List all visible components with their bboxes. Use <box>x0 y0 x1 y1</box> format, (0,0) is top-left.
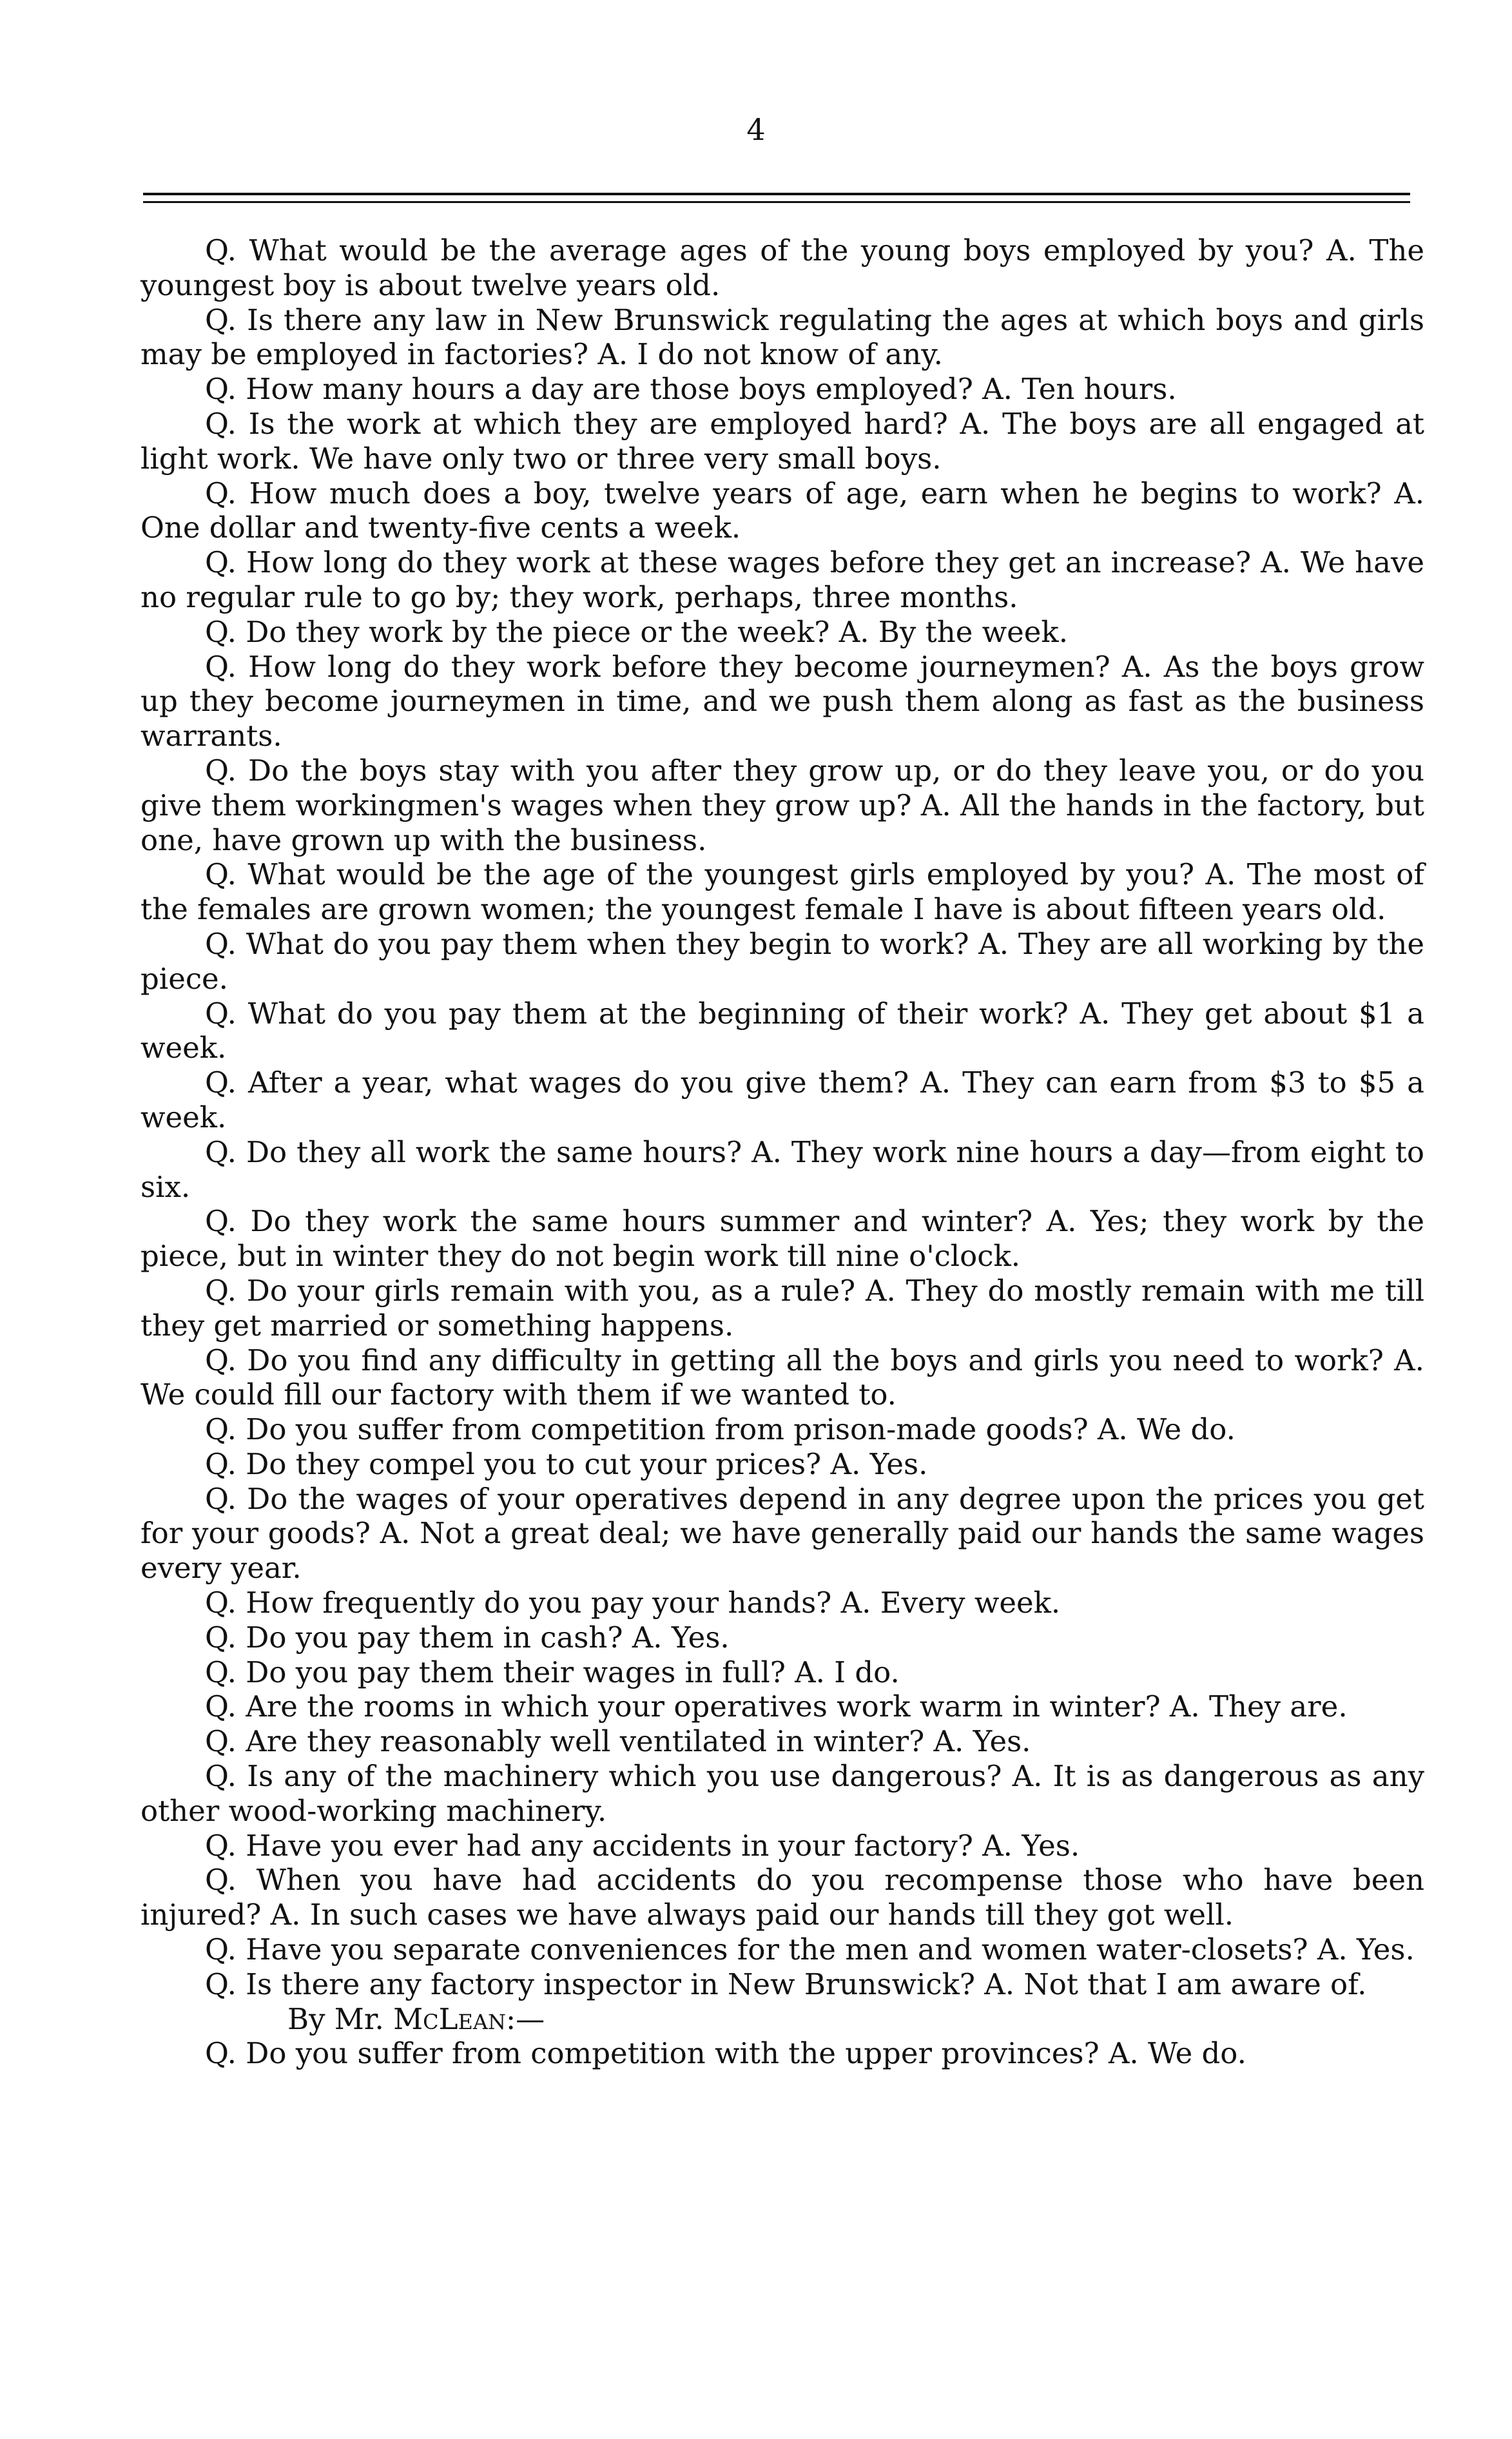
qa-paragraph: Q. Have you ever had any accidents in your factory? A. Yes. <box>205 1828 1080 1863</box>
qa-paragraph: Q. Do you suffer from competition from prison-made goods? A. We do. <box>205 1412 1236 1447</box>
qa-paragraph: Q. Do you find any difficulty in getting all the boys and girls you need to work? A. We could fill our factory with them if we wanted to. <box>141 1343 1424 1412</box>
qa-paragraph: Q. Is there any law in New Brunswick regulating the ages at which boys and girls may be employed in factories? A. I do not know of any. <box>141 302 1424 372</box>
header-rule-thin <box>143 201 1410 203</box>
qa-paragraph: Q. Is any of the machinery which you use dangerous? A. It is as dangerous as any other wood-working machinery. <box>141 1759 1424 1828</box>
qa-paragraph: Q. Do your girls remain with you, as a rule? A. They do mostly remain with me till they get married or something happens. <box>141 1273 1424 1343</box>
qa-paragraph: Q. Is the work at which they are employed hard? A. The boys are all engaged at light work. We have only two or three very small boys. <box>141 406 1424 476</box>
examiner-name: McLean <box>393 2001 506 2036</box>
qa-paragraph: Q. How many hours a day are those boys employed? A. Ten hours. <box>205 372 1177 407</box>
qa-paragraph: Q. Do the boys stay with you after they grow up, or do they leave you, or do you give them workingmen's wages when they grow up? A. All the hands in the factory, but one, have grown up with the business. <box>141 753 1424 857</box>
byline-prefix: By Mr. <box>287 2001 394 2036</box>
qa-paragraph: Q. Are the rooms in which your operatives work warm in winter? A. They are. <box>205 1689 1348 1724</box>
qa-paragraph: Q. After a year, what wages do you give them? A. They can earn from $3 to $5 a week. <box>141 1065 1424 1134</box>
page-number: 4 <box>746 112 766 147</box>
qa-paragraph: Q. Do you pay them their wages in full? A. I do. <box>205 1655 900 1689</box>
qa-paragraph: Q. How long do they work before they become journeymen? A. As the boys grow up they become journeymen in time, and we push them along as fast as the business warrants. <box>141 649 1424 753</box>
qa-paragraph: Q. How frequently do you pay your hands? A. Every week. <box>205 1586 1061 1620</box>
qa-paragraph: Q. Do they all work the same hours? A. They work nine hours a day—from eight to six. <box>141 1134 1424 1204</box>
byline-suffix: :— <box>505 2001 545 2036</box>
qa-paragraph: Q. Do the wages of your operatives depend in any degree upon the prices you get for your goods? A. Not a great deal; we have generally paid our hands the same wages every year. <box>141 1481 1424 1586</box>
qa-paragraph: Q. Is there any factory inspector in New Brunswick? A. Not that I am aware of. <box>205 1967 1367 2001</box>
qa-paragraph: Q. Are they reasonably well ventilated in winter? A. Yes. <box>205 1724 1031 1759</box>
qa-paragraph: Q. Have you separate conveniences for the men and women water-closets? A. Yes. <box>205 1932 1415 1967</box>
qa-paragraph: Q. Do you pay them in cash? A. Yes. <box>205 1620 730 1655</box>
qa-paragraph: Q. What would be the average ages of the young boys employed by you? A. The youngest boy is about twelve years old. <box>141 233 1424 302</box>
examiner-byline <box>141 2002 1424 2037</box>
qa-paragraph: Q. When you have had accidents do you recompense those who have been injured? A. In such cases we have always paid our hands till they got well. <box>141 1863 1424 1932</box>
testimony-text <box>141 233 1424 2071</box>
qa-paragraph: Q. What would be the age of the youngest girls employed by you? A. The most of the females are grown women; the youngest female I have is about fifteen years old. <box>141 857 1424 927</box>
qa-paragraph: Q. What do you pay them at the beginning of their work? A. They get about $1 a week. <box>141 996 1424 1065</box>
qa-paragraph: Q. Do they compel you to cut your prices? A. Yes. <box>205 1446 928 1481</box>
qa-paragraph-final: Q. Do you suffer from competition with the upper provinces? A. We do. <box>205 2036 1246 2071</box>
qa-paragraph: Q. What do you pay them when they begin to work? A. They are all working by the piece. <box>141 926 1424 996</box>
qa-paragraph: Q. How long do they work at these wages before they get an increase? A. We have no regular rule to go by; they work, perhaps, three months. <box>141 545 1424 614</box>
qa-paragraph: Q. Do they work the same hours summer and winter? A. Yes; they work by the piece, but in winter they do not begin work till nine o'clock. <box>141 1204 1424 1274</box>
qa-paragraph: Q. How much does a boy, twelve years of age, earn when he begins to work? A. One dollar and twenty-five cents a week. <box>141 476 1424 545</box>
qa-paragraph: Q. Do they work by the piece or the week? A. By the week. <box>205 614 1068 649</box>
header-rule-thick <box>143 193 1410 195</box>
